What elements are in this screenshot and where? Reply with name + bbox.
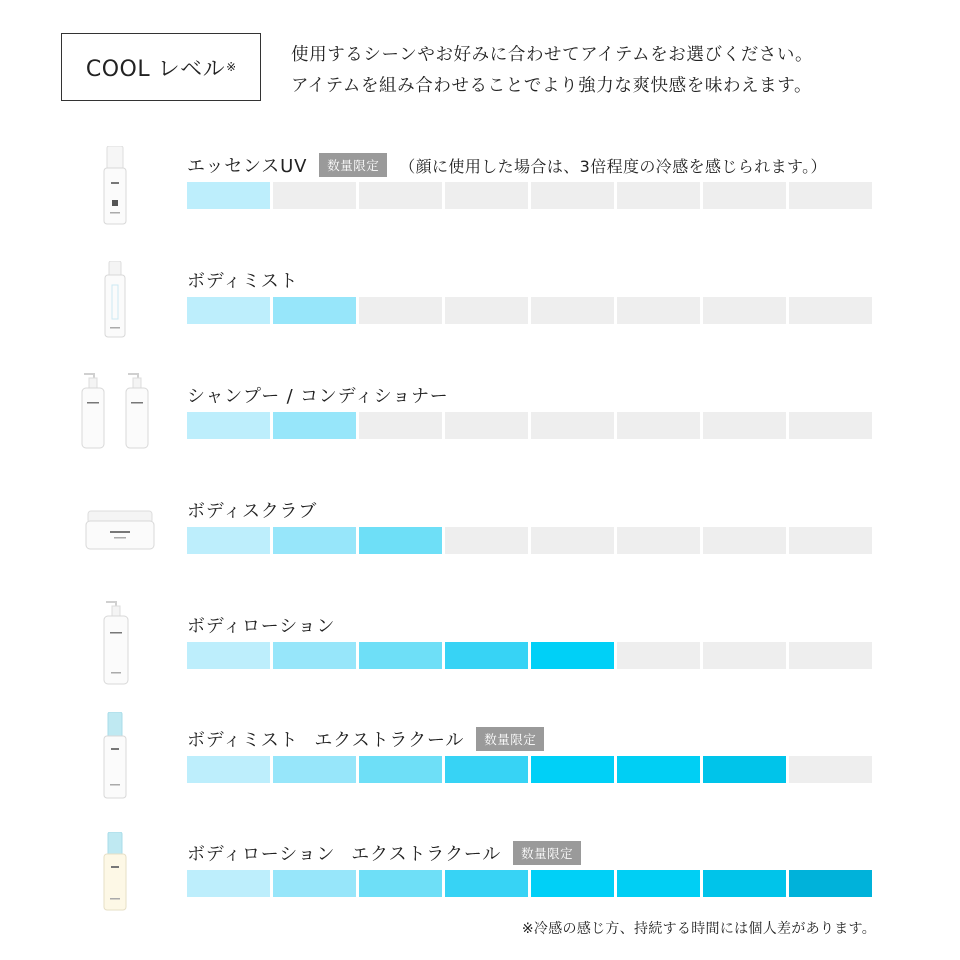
meter-segment-1 <box>187 642 270 669</box>
product-name: ボディミスト <box>187 730 299 751</box>
cool-level-meter <box>187 527 872 554</box>
product-row-body-mist-extra-cool <box>0 722 960 832</box>
meter-segment-4 <box>445 870 528 897</box>
meter-segment-8 <box>789 756 872 783</box>
meter-segment-8 <box>789 527 872 554</box>
meter-segment-3 <box>359 297 442 324</box>
meter-segment-1 <box>187 412 270 439</box>
meter-segment-8 <box>789 297 872 324</box>
meter-segment-6 <box>617 297 700 324</box>
product-label <box>187 840 581 866</box>
cool-level-title-box <box>61 33 261 101</box>
essence-bottle-icon <box>100 146 130 226</box>
cool-level-meter <box>187 756 872 783</box>
meter-segment-6 <box>617 870 700 897</box>
meter-segment-4 <box>445 642 528 669</box>
intro-text <box>291 40 813 102</box>
meter-segment-3 <box>359 527 442 554</box>
meter-segment-2 <box>273 412 356 439</box>
cool-level-meter <box>187 870 872 897</box>
meter-segment-7 <box>703 642 786 669</box>
product-label <box>187 726 544 752</box>
product-label <box>187 612 335 638</box>
meter-segment-6 <box>617 527 700 554</box>
meter-segment-7 <box>703 870 786 897</box>
lotion-pump-icon <box>100 598 132 688</box>
intro-line-1: 使用するシーンやお好みに合わせてアイテムをお選びください。 <box>291 45 814 65</box>
meter-segment-8 <box>789 182 872 209</box>
meter-segment-6 <box>617 182 700 209</box>
meter-segment-2 <box>273 182 356 209</box>
cool-level-meter <box>187 297 872 324</box>
meter-segment-7 <box>703 527 786 554</box>
product-label <box>187 152 827 178</box>
meter-segment-4 <box>445 756 528 783</box>
product-name-variant: エクストラクール <box>314 730 465 751</box>
product-row-essence-uv <box>0 148 960 258</box>
meter-segment-4 <box>445 527 528 554</box>
meter-segment-5 <box>531 527 614 554</box>
meter-segment-2 <box>273 297 356 324</box>
meter-segment-1 <box>187 527 270 554</box>
cool-level-meter <box>187 642 872 669</box>
product-name-variant: エクストラクール <box>351 844 502 865</box>
product-note: （顔に使用した場合は、3倍程度の冷感を感じられます。） <box>399 156 827 176</box>
product-row-body-mist <box>0 263 960 373</box>
pump-bottles-icon <box>74 370 164 450</box>
meter-segment-8 <box>789 642 872 669</box>
meter-segment-1 <box>187 297 270 324</box>
meter-segment-7 <box>703 182 786 209</box>
cool-level-title: COOL レベル <box>85 56 226 82</box>
product-name: シャンプー / コンディショナー <box>187 386 449 407</box>
meter-segment-4 <box>445 412 528 439</box>
product-label <box>187 382 449 408</box>
meter-segment-1 <box>187 870 270 897</box>
meter-segment-5 <box>531 297 614 324</box>
meter-segment-5 <box>531 756 614 783</box>
product-name: ボディミスト <box>187 271 299 292</box>
cool-level-meter <box>187 412 872 439</box>
intro-line-2: アイテムを組み合わせることでより強力な爽快感を味わえます。 <box>291 76 813 96</box>
meter-segment-3 <box>359 756 442 783</box>
limited-badge: 数量限定 <box>319 153 387 177</box>
meter-segment-2 <box>273 870 356 897</box>
product-name: ボディローション <box>187 616 336 637</box>
meter-segment-3 <box>359 642 442 669</box>
meter-segment-7 <box>703 297 786 324</box>
meter-segment-8 <box>789 412 872 439</box>
product-name: ボディローション <box>187 844 336 865</box>
meter-segment-5 <box>531 870 614 897</box>
footnote: ※冷感の感じ方、持続する時間には個人差があります。 <box>521 921 876 937</box>
product-row-body-lotion <box>0 608 960 718</box>
meter-segment-4 <box>445 297 528 324</box>
meter-segment-2 <box>273 756 356 783</box>
meter-segment-7 <box>703 412 786 439</box>
scrub-jar-icon <box>84 507 156 551</box>
product-label <box>187 497 317 523</box>
meter-segment-7 <box>703 756 786 783</box>
limited-badge: 数量限定 <box>476 727 544 751</box>
meter-segment-5 <box>531 412 614 439</box>
extra-lotion-bottle-icon <box>100 832 130 912</box>
product-name: エッセンスUV <box>187 156 308 177</box>
meter-segment-6 <box>617 412 700 439</box>
product-name: ボディスクラブ <box>187 501 318 522</box>
meter-segment-2 <box>273 527 356 554</box>
mist-bottle-icon <box>100 261 130 341</box>
meter-segment-1 <box>187 182 270 209</box>
cool-level-meter <box>187 182 872 209</box>
meter-segment-5 <box>531 182 614 209</box>
product-row-shampoo-conditioner <box>0 378 960 488</box>
meter-segment-5 <box>531 642 614 669</box>
meter-segment-4 <box>445 182 528 209</box>
meter-segment-1 <box>187 756 270 783</box>
meter-segment-8 <box>789 870 872 897</box>
meter-segment-6 <box>617 756 700 783</box>
limited-badge: 数量限定 <box>513 841 581 865</box>
meter-segment-2 <box>273 642 356 669</box>
meter-segment-3 <box>359 870 442 897</box>
cool-level-title-mark: ※ <box>226 60 237 74</box>
meter-segment-3 <box>359 412 442 439</box>
product-label <box>187 267 298 293</box>
meter-segment-6 <box>617 642 700 669</box>
product-row-body-scrub <box>0 493 960 603</box>
meter-segment-3 <box>359 182 442 209</box>
extra-mist-bottle-icon <box>100 712 130 800</box>
